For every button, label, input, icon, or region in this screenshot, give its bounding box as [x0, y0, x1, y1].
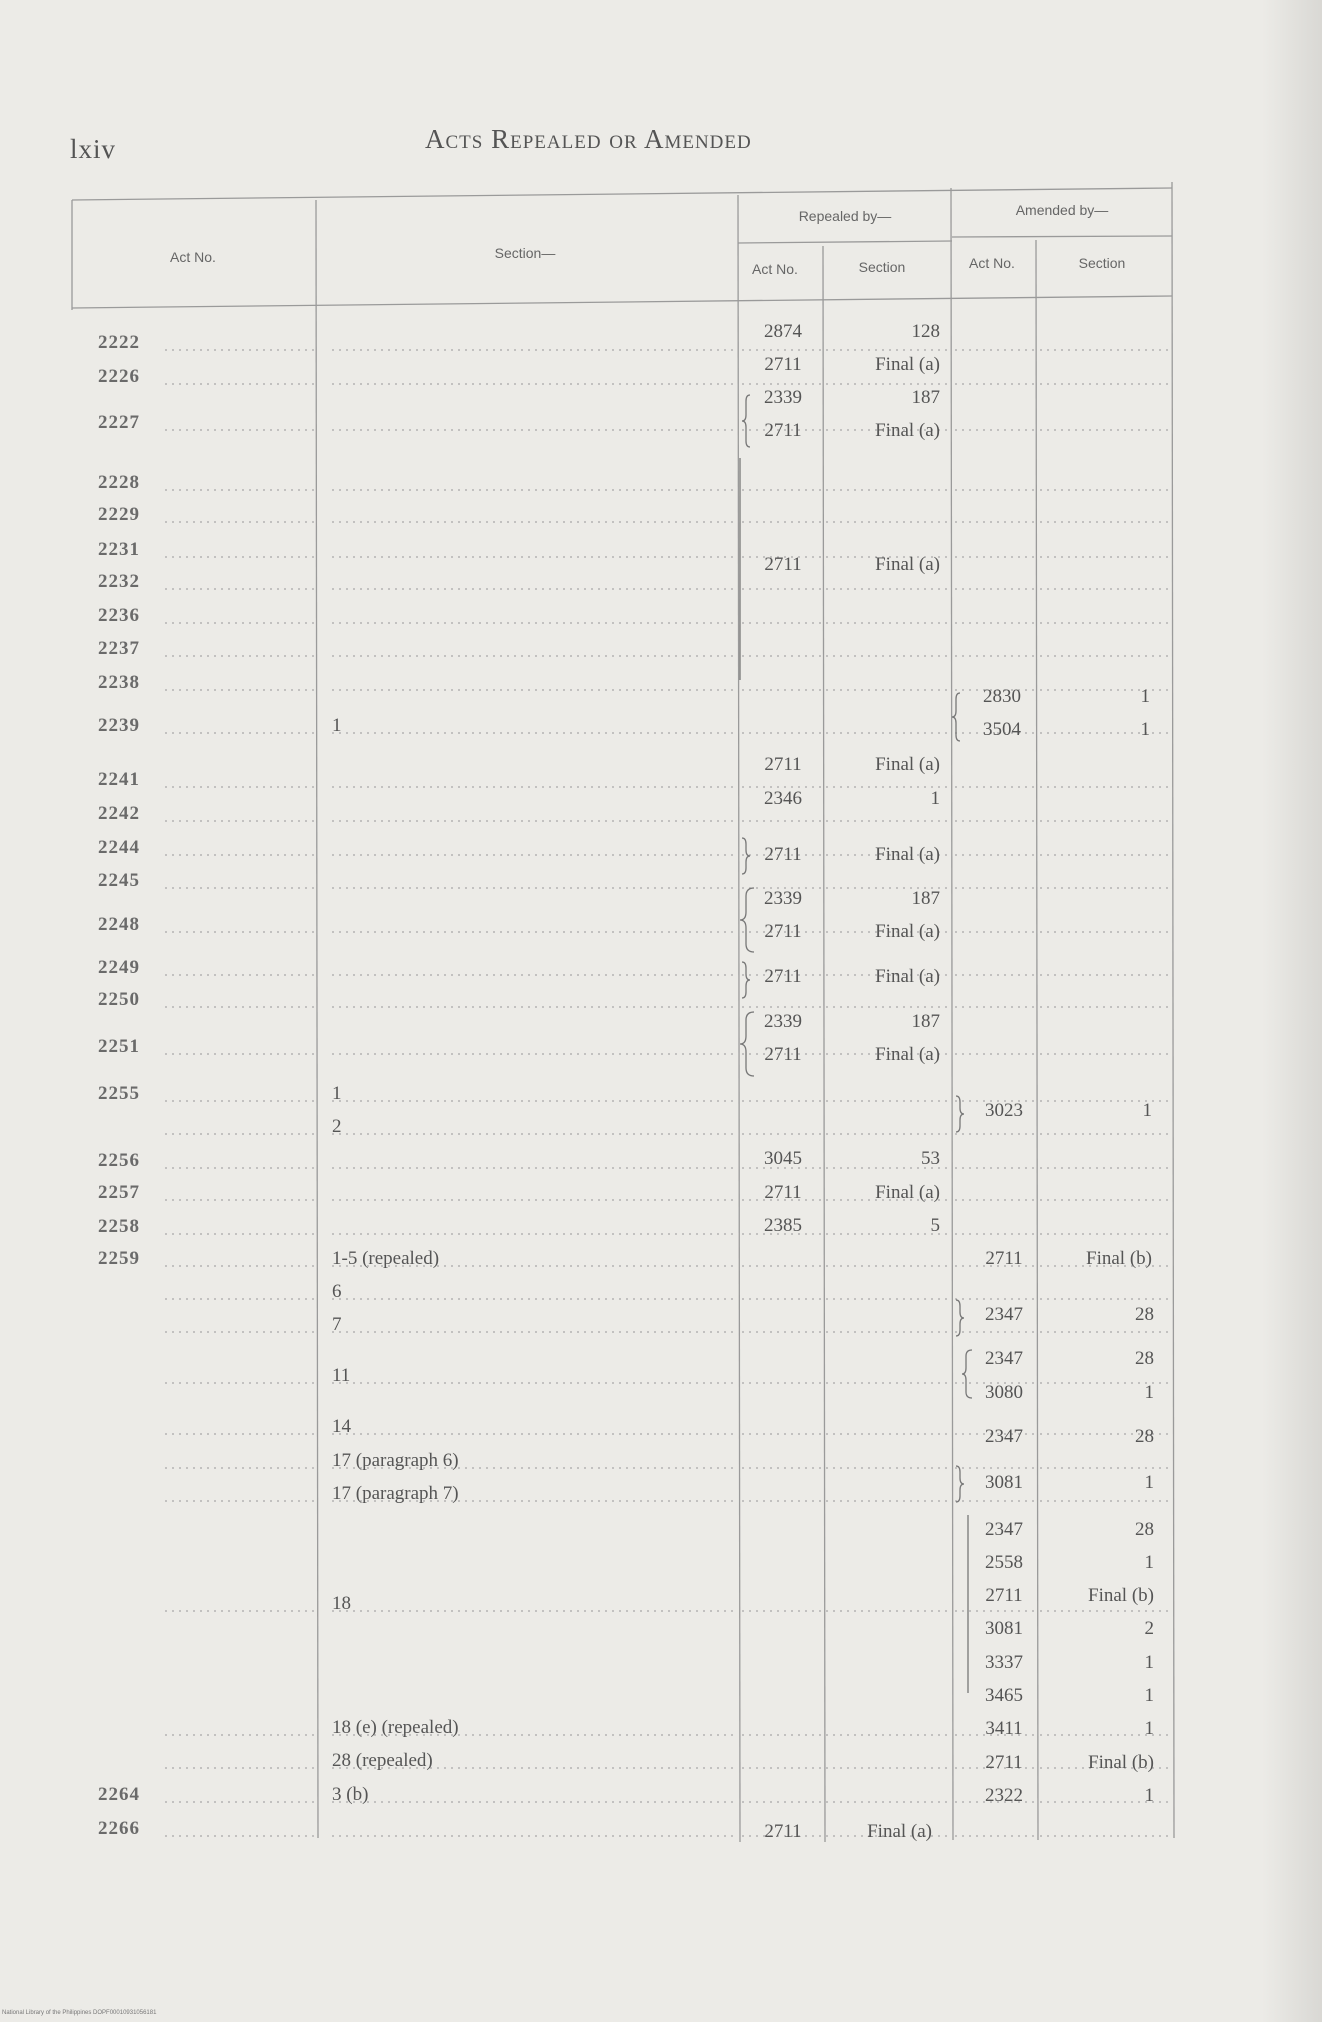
section-entry: 28 (repealed) — [332, 1750, 433, 1771]
amended-section-entry: 1 — [1144, 1685, 1154, 1706]
dot-leaders — [165, 350, 1170, 1836]
brace — [742, 962, 750, 998]
amended-act-entry: 3504 — [983, 719, 1021, 740]
brace — [956, 1466, 964, 1502]
repealed-section-entry: Final (a) — [875, 754, 940, 775]
section-entry: 11 — [332, 1365, 351, 1386]
act-number: 2259 — [98, 1248, 140, 1269]
repealed-section-entry: 187 — [911, 1011, 940, 1032]
amended-act-entry: 3337 — [985, 1652, 1023, 1673]
amended-section-entry: Final (b) — [1088, 1752, 1154, 1773]
col-rule-3 — [823, 246, 825, 1842]
repealed-act-entry: 2339 — [764, 1011, 802, 1032]
amended-act-entry: 2711 — [985, 1585, 1023, 1606]
amended-section-entry: 1 — [1144, 1382, 1154, 1403]
act-number: 2238 — [98, 672, 140, 693]
amended-section-entry: 1 — [1142, 1100, 1152, 1121]
repealed-act-entry: 2711 — [764, 1821, 802, 1842]
header-repealed-act-no: Act No. — [752, 261, 798, 277]
act-number: 2257 — [98, 1182, 140, 1203]
repealed-section-entry: Final (a) — [867, 1821, 932, 1842]
act-number: 2231 — [98, 539, 140, 560]
repealed-act-entry: 3045 — [764, 1148, 802, 1169]
act-number: 2236 — [98, 605, 140, 626]
amended-section-entry: 1 — [1144, 1652, 1154, 1673]
act-number: 2227 — [98, 412, 140, 433]
header-amended-by: Amended by— — [1015, 202, 1109, 218]
repealed-section-entry: Final (a) — [875, 554, 940, 575]
col-rule-4 — [951, 188, 953, 1840]
section-entry: 17 (paragraph 7) — [332, 1483, 459, 1504]
repealed-section-entry: 187 — [911, 888, 940, 909]
header-amended-act-no: Act No. — [969, 255, 1015, 271]
header-bottom-rule — [72, 296, 1172, 308]
act-number: 2239 — [98, 715, 140, 736]
header-act-no: Act No. — [170, 249, 216, 265]
section-entry: 14 — [332, 1416, 351, 1437]
repealed-act-entry: 2711 — [764, 354, 802, 375]
amended-section-entry: 28 — [1135, 1426, 1154, 1447]
act-number: 2228 — [98, 472, 140, 493]
amended-act-entry: 3081 — [985, 1472, 1023, 1493]
section-entry: 3 (b) — [332, 1784, 369, 1805]
section-entry: 1 — [332, 1083, 342, 1104]
brace — [962, 1350, 972, 1398]
page-title: Acts Repealed or Amended — [425, 124, 752, 154]
column-headers — [170, 202, 1125, 277]
repealed-section-entry: Final (a) — [875, 354, 940, 375]
repealed-section-entry: 1 — [930, 788, 940, 809]
act-number: 2226 — [98, 366, 140, 387]
brace — [952, 693, 960, 741]
amended-act-entry: 3081 — [985, 1618, 1023, 1639]
repealed-act-entry: 2711 — [764, 1182, 802, 1203]
act-number: 2266 — [98, 1818, 140, 1839]
table-top-rule — [72, 188, 1172, 200]
repealed-section-entry: Final (a) — [875, 966, 940, 987]
repealed-act-entry: 2711 — [764, 966, 802, 987]
amended-act-entry: 3465 — [985, 1685, 1023, 1706]
repealed-act-entry: 2711 — [764, 921, 802, 942]
amended-act-entry: 2558 — [985, 1552, 1023, 1573]
brace — [956, 1300, 964, 1336]
amended-section-entry: 1 — [1140, 686, 1150, 707]
section-column — [332, 715, 459, 1805]
amended-act-entry: 3080 — [985, 1382, 1023, 1403]
amended-section-entry: 28 — [1135, 1519, 1154, 1540]
section-entry: 1-5 (repealed) — [332, 1248, 440, 1269]
repealed-act-entry: 2339 — [764, 888, 802, 909]
repealed-section-entry: Final (a) — [875, 844, 940, 865]
act-number: 2258 — [98, 1216, 140, 1237]
header-repealed-by: Repealed by— — [798, 208, 892, 224]
repealed-act-entry: 2711 — [764, 754, 802, 775]
repealed-section-entry: 5 — [930, 1215, 940, 1236]
act-number: 2248 — [98, 914, 140, 935]
repealed-section-entry: Final (a) — [875, 420, 940, 441]
repealed-section-entry: Final (a) — [875, 1182, 940, 1203]
act-number: 2264 — [98, 1784, 140, 1805]
repealed-section-entry: 187 — [911, 387, 940, 408]
repealed-act-entry: 2346 — [764, 788, 802, 809]
amended-section-entry: 1 — [1144, 1785, 1154, 1806]
act-number: 2232 — [98, 571, 140, 592]
repealed-act-entry: 2385 — [764, 1215, 802, 1236]
repealed-act-entry: 2711 — [764, 1044, 802, 1065]
amended-act-entry: 3023 — [985, 1100, 1023, 1121]
amended-section-entry: 1 — [1140, 719, 1150, 740]
section-entry: 2 — [332, 1116, 342, 1137]
act-number: 2237 — [98, 638, 140, 659]
section-entry: 6 — [332, 1281, 342, 1302]
amended-by-act-column — [983, 686, 1023, 1806]
amended-section-entry: 1 — [1144, 1472, 1154, 1493]
header-section: Section— — [494, 245, 556, 261]
repealed-act-entry: 2711 — [764, 844, 802, 865]
act-number: 2255 — [98, 1083, 140, 1104]
amended-section-entry: 2 — [1144, 1618, 1154, 1639]
amended-act-entry: 2322 — [985, 1785, 1023, 1806]
amended-section-entry: Final (b) — [1086, 1248, 1152, 1269]
act-number: 2245 — [98, 870, 140, 891]
act-number: 2251 — [98, 1036, 140, 1057]
col-rule-5 — [1036, 240, 1038, 1840]
scan-footer-note: National Library of the Philippines DOPF00010931056181 — [2, 2010, 157, 2016]
act-number: 2222 — [98, 332, 140, 353]
brace — [742, 838, 750, 874]
col-rule-2 — [738, 195, 740, 1842]
amended-act-entry: 2347 — [985, 1426, 1023, 1447]
act-number: 2241 — [98, 769, 140, 790]
amended-act-entry: 2347 — [985, 1519, 1023, 1540]
amended-act-entry: 3411 — [985, 1718, 1023, 1739]
act-number: 2242 — [98, 803, 140, 824]
repealed-act-entry: 2339 — [764, 387, 802, 408]
header-repealed-section: Section — [858, 259, 906, 275]
repealed-act-entry: 2874 — [764, 321, 802, 342]
section-entry: 1 — [332, 715, 342, 736]
brace — [742, 395, 750, 447]
table-right-rule — [1172, 182, 1174, 1838]
amended-section-entry: 1 — [1144, 1718, 1154, 1739]
repealed-subheader-rule — [738, 241, 952, 243]
repealed-act-entry: 2711 — [764, 554, 802, 575]
section-entry: 18 — [332, 1593, 351, 1614]
brace — [740, 888, 754, 952]
amended-act-entry: 2711 — [985, 1752, 1023, 1773]
amended-by-section-column — [1086, 686, 1154, 1806]
header-amended-section: Section — [1078, 255, 1126, 271]
brace — [740, 1012, 754, 1076]
col-rule-1 — [316, 200, 318, 1838]
amended-section-entry: 28 — [1135, 1304, 1154, 1325]
section-entry: 18 (e) (repealed) — [332, 1717, 459, 1738]
amended-subheader-rule — [952, 236, 1172, 237]
repealed-section-entry: Final (a) — [875, 921, 940, 942]
repealed-by-act-column — [764, 321, 803, 1842]
repealed-section-entry: Final (a) — [875, 1044, 940, 1065]
amended-section-entry: Final (b) — [1088, 1585, 1154, 1606]
amended-act-entry: 2347 — [985, 1348, 1023, 1369]
amended-section-entry: 1 — [1144, 1552, 1154, 1573]
section-entry: 7 — [332, 1314, 342, 1335]
page-number: lxiv — [70, 134, 117, 164]
repealed-by-section-column — [867, 321, 940, 1842]
amended-section-entry: 28 — [1135, 1348, 1154, 1369]
repealed-section-entry: 128 — [911, 321, 940, 342]
amended-act-entry: 2830 — [983, 686, 1021, 707]
amended-act-entry: 2347 — [985, 1304, 1023, 1325]
act-number-column — [98, 332, 140, 1839]
repealed-act-entry: 2711 — [764, 420, 802, 441]
act-number: 2256 — [98, 1150, 140, 1171]
repealed-section-entry: 53 — [921, 1148, 940, 1169]
act-number: 2244 — [98, 837, 140, 858]
section-entry: 17 (paragraph 6) — [332, 1450, 459, 1471]
act-number: 2229 — [98, 504, 140, 525]
act-number: 2250 — [98, 989, 140, 1010]
act-number: 2249 — [98, 957, 140, 978]
amended-act-entry: 2711 — [985, 1248, 1023, 1269]
